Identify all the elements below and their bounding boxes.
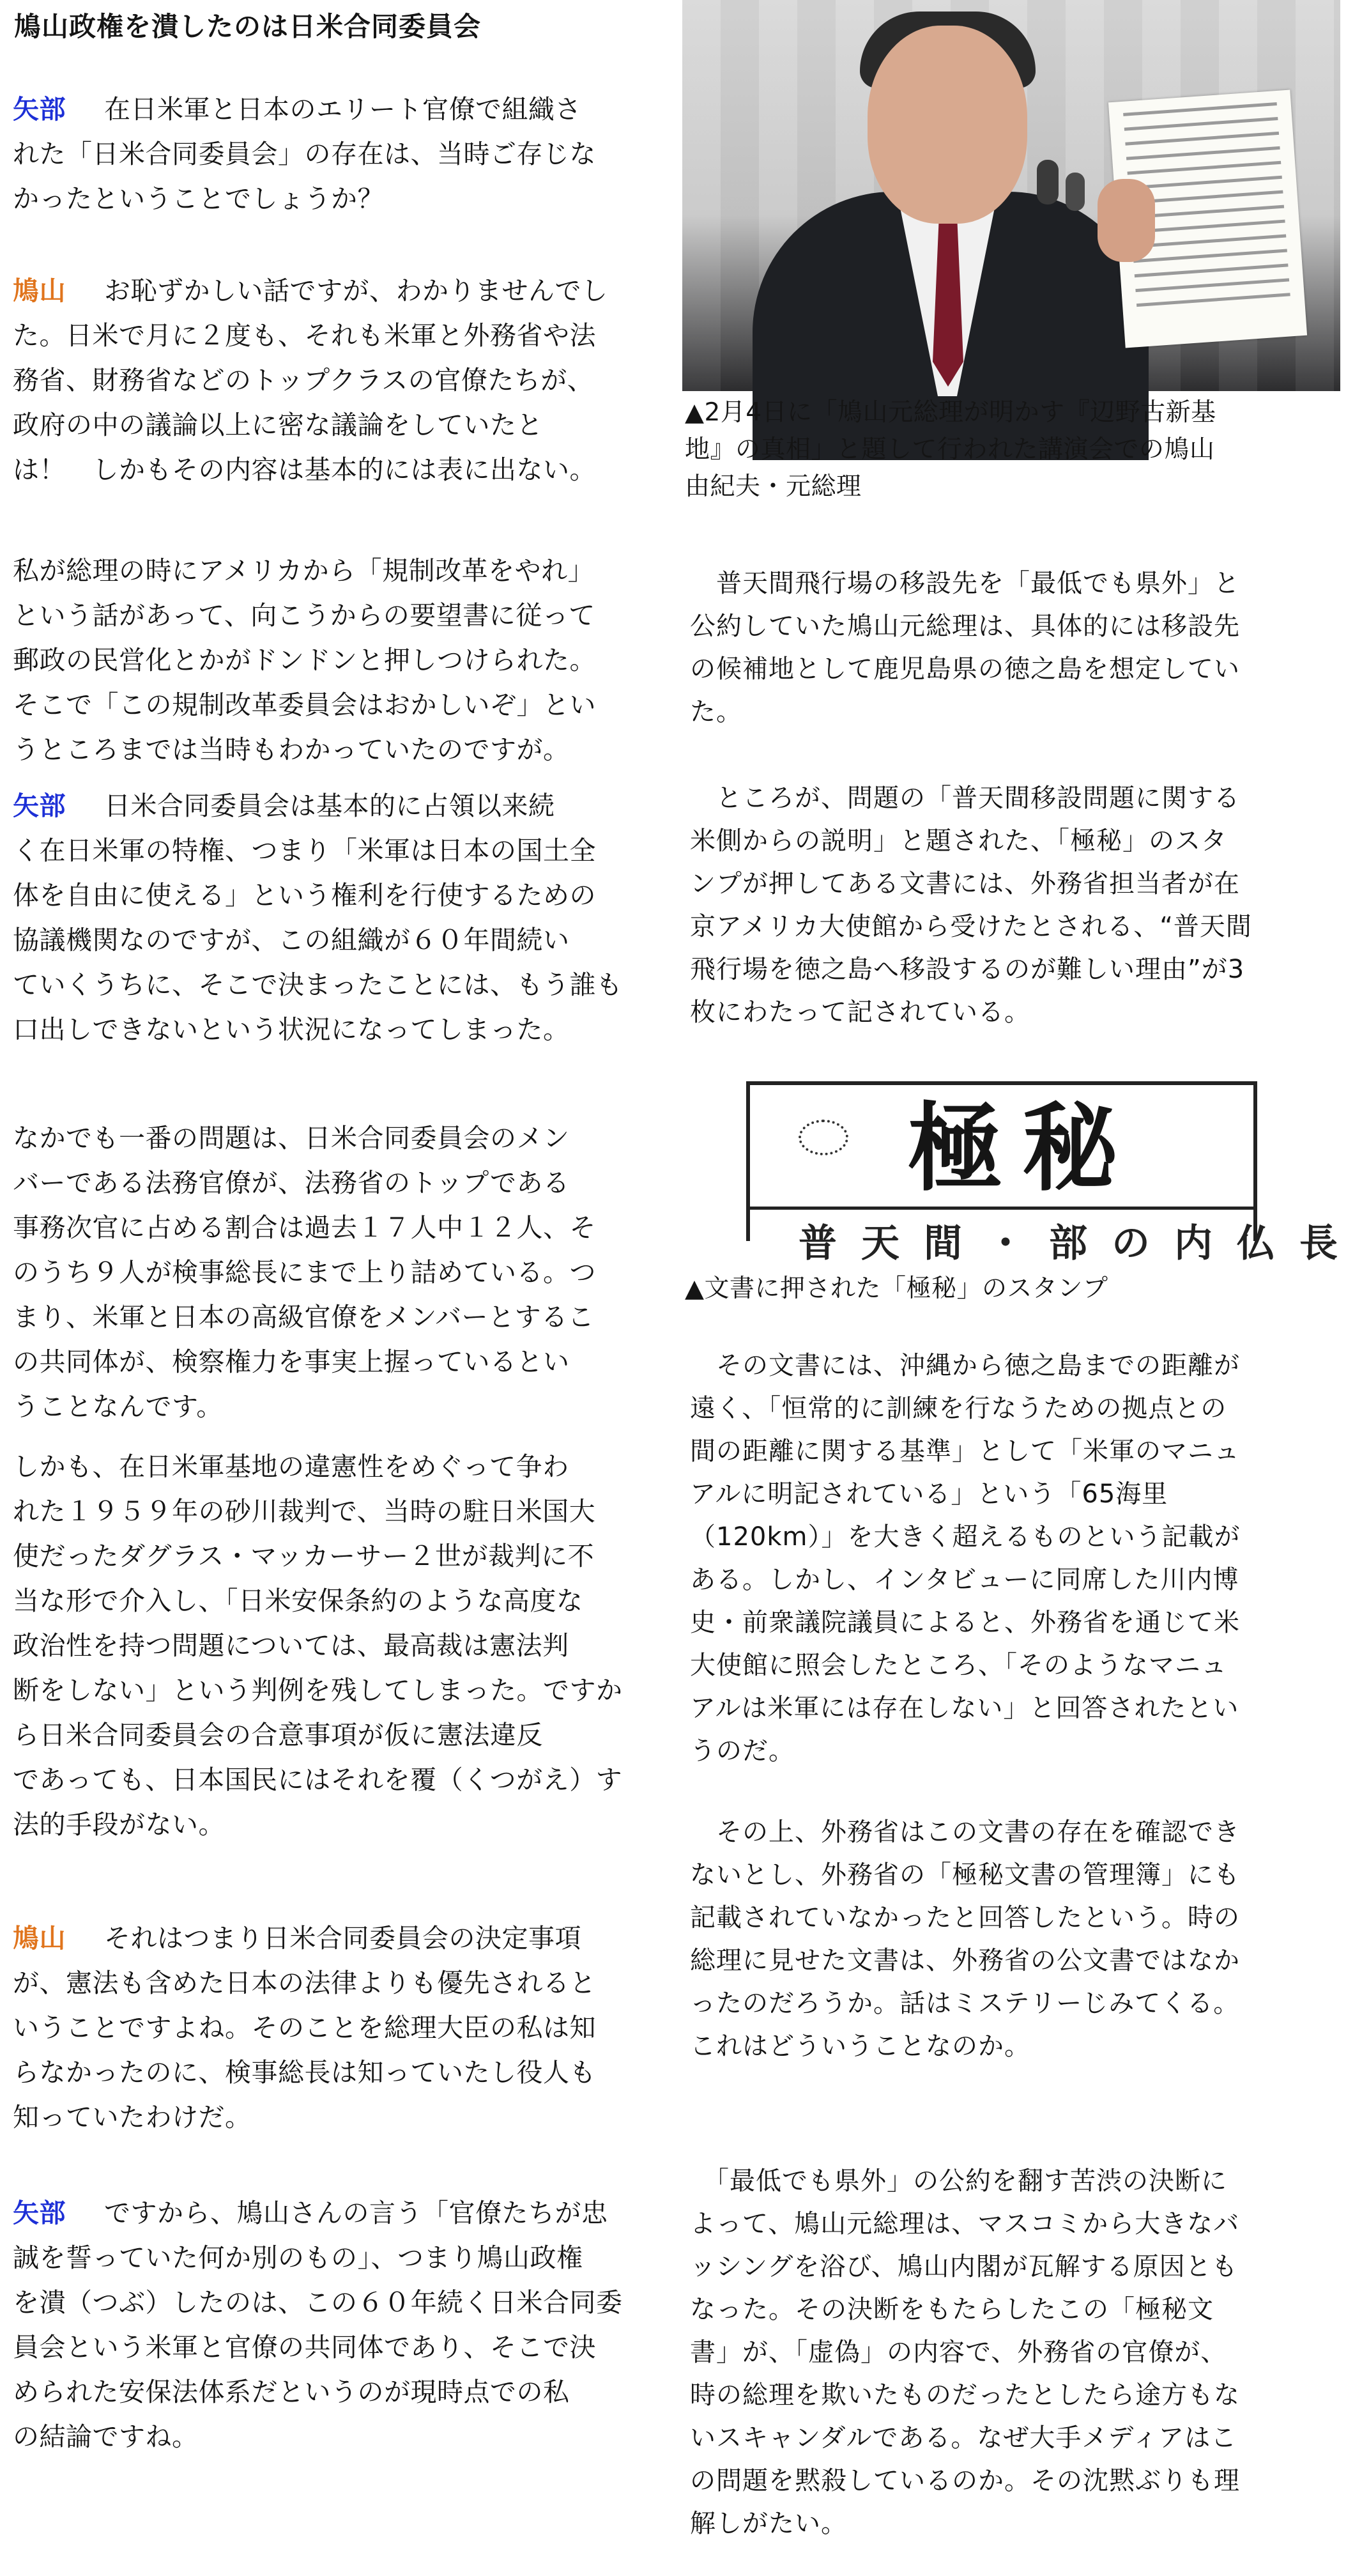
photo-caption <box>685 394 1216 505</box>
paragraph-line: ある。しかし、インタビューに同席した川内博 <box>690 1565 1239 1594</box>
paragraph-line: 普天間飛行場の移設先を「最低でも県外」と <box>690 569 1240 598</box>
paragraph-line: 誠を誓っていた何か別のもの」、つまり鳩山政権 <box>13 2242 583 2273</box>
speaker-name: 矢部 <box>13 94 66 125</box>
paragraph-line: た。日米で月に２度も、それも米軍と外務省や法 <box>13 320 596 351</box>
left-paragraph <box>13 548 658 772</box>
paragraph-line: かったということでしょうか？ <box>13 183 384 214</box>
paragraph-line: ッシングを浴び、鳩山内閣が瓦解する原因とも <box>690 2252 1238 2281</box>
paragraph-line: なかでも一番の問題は、日米合同委員会のメン <box>13 1123 570 1153</box>
paragraph-line: その上、外務省はこの文書の存在を確認でき <box>690 1817 1240 1847</box>
right-paragraph <box>690 1345 1342 1773</box>
paragraph-line: は！ しかもその内容は基本的には表に出ない。 <box>13 454 596 485</box>
caption-line: 由紀夫・元総理 <box>685 472 862 501</box>
paragraph-line: 郵政の民営化とかがドンドンと押しつけられた。 <box>13 645 596 675</box>
paragraph-line: 矢部 在日米軍と日本のエリート官僚で組織さ <box>13 94 581 125</box>
paragraph-line: 鳩山 それはつまり日米合同委員会の決定事項 <box>13 1923 581 1954</box>
paragraph-line: ったのだろうか。話はミステリーじみてくる。 <box>690 1989 1240 2018</box>
paragraph-line: ところが、問題の「普天間移設問題に関する <box>690 783 1240 813</box>
paragraph-line: その文書には、沖縄から徳之島までの距離が <box>690 1351 1240 1380</box>
paragraph-line: そこで「この規制改革委員会はおかしいぞ」とい <box>13 690 596 720</box>
speaker-name: 鳩山 <box>13 275 66 306</box>
paragraph-line: まり、米軍と日本の高級官僚をメンバーとするこ <box>13 1302 595 1332</box>
article-title: 鳩山政権を潰したのは日米合同委員会 <box>14 11 482 42</box>
seal-icon <box>799 1120 848 1155</box>
speaker-name: 矢部 <box>13 791 66 821</box>
left-paragraph <box>13 87 658 221</box>
paragraph-line: のうち９人が検事総長にまで上り詰めている。つ <box>13 1257 596 1288</box>
paragraph-line: く在日米軍の特権、つまり「米軍は日本の国土全 <box>13 835 596 866</box>
left-paragraph <box>13 1916 658 2140</box>
paragraph-line: しかも、在日米軍基地の違憲性をめぐって争わ <box>13 1451 569 1482</box>
paragraph-line: れた「日米合同委員会」の存在は、当時ご存じな <box>13 139 596 169</box>
paragraph-line: 記載されていなかったと回答したという。時の <box>690 1903 1240 1932</box>
speaker-name: 矢部 <box>13 2198 66 2228</box>
speaker-photo <box>682 0 1340 391</box>
paragraph-line: 協議機関なのですが、この組織が６０年間続い <box>13 925 570 955</box>
paragraph-line: 鳩山 お恥ずかしい話ですが、わかりませんでし <box>13 275 608 306</box>
paragraph-line: の問題を黙殺しているのか。その沈黙ぶりも理 <box>690 2466 1240 2495</box>
paragraph-line: という話があって、向こうからの要望書に従って <box>13 600 595 631</box>
paragraph-line: 使だったダグラス・マッカーサー２世が裁判に不 <box>13 1541 595 1571</box>
paragraph-line: の候補地として鹿児島県の徳之島を想定してい <box>690 654 1240 684</box>
paragraph-line: （120km）」を大きく超えるものという記載が <box>690 1522 1241 1552</box>
paragraph-line: うところまでは当時もわかっていたのですが。 <box>13 734 570 765</box>
paragraph-line: 遠く、「恒常的に訓練を行なうための拠点との <box>690 1394 1227 1423</box>
paragraph-line: 員会という米軍と官僚の共同体であり、そこで決 <box>13 2332 596 2363</box>
paragraph-line: ンプが押してある文書には、外務省担当者が在 <box>690 869 1240 899</box>
paragraph-line: 公約していた鳩山元総理は、具体的には移設先 <box>690 612 1240 641</box>
paragraph-line: バーである法務官僚が、法務省のトップである <box>13 1168 570 1198</box>
paragraph-line: 間の距離に関する基準」として「米軍のマニュ <box>690 1437 1240 1466</box>
paragraph-line: なった。その決断をもたらしたこの「極秘文 <box>690 2295 1214 2324</box>
paragraph-line: 口出しできないという状況になってしまった。 <box>13 1014 570 1045</box>
left-paragraph <box>13 1116 658 1429</box>
caption-line: ▲2月4日に「鳩山元総理が明かす『辺野古新基 <box>685 398 1216 427</box>
paragraph-line: た。 <box>690 697 742 727</box>
paragraph-line: れた１９５９年の砂川裁判で、当時の駐日米国大 <box>13 1496 596 1527</box>
paragraph-line: ないとし、外務省の「極秘文書の管理簿」にも <box>690 1860 1240 1890</box>
stamp-small-text: 普天間・部の内仏長 <box>799 1221 1362 1266</box>
left-paragraph <box>13 268 658 492</box>
paragraph-line: 飛行場を徳之島へ移設するのが難しい理由”が3 <box>690 955 1245 984</box>
right-paragraph <box>690 562 1342 734</box>
paragraph-line: 大使館に照会したところ、「そのようなマニュ <box>690 1651 1227 1680</box>
paragraph-line: 枚にわたって記されている。 <box>690 998 1030 1027</box>
paragraph-line: 米側からの説明」と題された、「極秘」のスタ <box>690 826 1227 856</box>
paragraph-line: 時の総理を欺いたものだったとしたら途方もな <box>690 2380 1240 2410</box>
paragraph-line: の結論ですね。 <box>13 2421 199 2452</box>
paragraph-line: 政治性を持つ問題については、最高裁は憲法判 <box>13 1630 569 1661</box>
paragraph-line: められた安保法体系だというのが現時点での私 <box>13 2377 570 2407</box>
paragraph-line: うのだ。 <box>690 1736 795 1766</box>
paragraph-line: 解しがたい。 <box>690 2509 847 2538</box>
caption-line: 地』の真相」と題して行われた講演会での鳩山 <box>685 435 1215 464</box>
paragraph-line: 政府の中の議論以上に密な議論をしていたと <box>13 410 543 440</box>
secret-stamp-image <box>728 1081 1362 1266</box>
stamp-big-text: 極秘 <box>907 1092 1138 1205</box>
paragraph-line: 京アメリカ大使館から受けたとされる、“普天間 <box>690 912 1252 941</box>
paragraph-line: 務省、財務省などのトップクラスの官僚たちが、 <box>13 365 594 396</box>
left-paragraph <box>13 2191 658 2459</box>
paragraph-line: 当な形で介入し、「日米安保条約のような高度な <box>13 1585 583 1616</box>
paragraph-line: であっても、日本国民にはそれを覆（くつがえ）す <box>13 1764 623 1795</box>
microphone-icon <box>1037 160 1059 204</box>
paragraph-line: 断をしない」という判例を残してしまった。ですか <box>13 1675 623 1706</box>
paragraph-line: 私が総理の時にアメリカから「規制改革をやれ」 <box>13 555 595 586</box>
right-paragraph <box>690 777 1342 1034</box>
paragraph-line: アルは米軍には存在しない」と回答されたとい <box>690 1693 1239 1723</box>
left-paragraph <box>13 1444 658 1847</box>
paragraph-line: らなかったのに、検事総長は知っていたし役人も <box>13 2057 596 2088</box>
paragraph-line: が、憲法も含めた日本の法律よりも優先されると <box>13 1968 596 1998</box>
paragraph-line: 矢部 日米合同委員会は基本的に占領以来続 <box>13 791 555 821</box>
paragraph-line: 「最低でも県外」の公約を翻す苦渋の決断に <box>690 2166 1227 2196</box>
paragraph-line: 法的手段がない。 <box>13 1809 225 1840</box>
paragraph-line: 総理に見せた文書は、外務省の公文書ではなか <box>690 1946 1240 1975</box>
right-paragraph <box>690 1811 1342 2068</box>
paragraph-line: アルに明記されている」という「65海里 <box>690 1479 1168 1509</box>
paragraph-line: ていくうちに、そこで決まったことには、もう誰も <box>13 969 623 1000</box>
paragraph-line: 体を自由に使える」という権利を行使するための <box>13 880 596 911</box>
paragraph-line: うことなんです。 <box>13 1391 223 1422</box>
paragraph-line: 知っていたわけだ。 <box>13 2102 252 2133</box>
paragraph-line: の共同体が、検察権力を事実上握っているとい <box>13 1346 570 1377</box>
paragraph-line: これはどういうことなのか。 <box>690 2032 1030 2061</box>
left-paragraph <box>13 783 658 1052</box>
paragraph-line: いうことですよね。そのことを総理大臣の私は知 <box>13 2012 596 2043</box>
stamp-caption: ▲文書に押された「極秘」のスタンプ <box>685 1274 1108 1303</box>
paragraph-line: 矢部 ですから、鳩山さんの言う「官僚たちが忠 <box>13 2198 608 2228</box>
paragraph-line: 史・前衆議院議員によると、外務省を通じて米 <box>690 1608 1240 1637</box>
paragraph-line: 事務次官に占める割合は過去１７人中１２人、そ <box>13 1212 596 1243</box>
speaker-name: 鳩山 <box>13 1923 66 1954</box>
paragraph-line: いスキャンダルである。なぜ大手メディアはこ <box>690 2423 1237 2453</box>
paragraph-line: 書」が、「虚偽」の内容で、外務省の官僚が、 <box>690 2338 1227 2367</box>
right-paragraph <box>690 2160 1342 2545</box>
paragraph-line: よって、鳩山元総理は、マスコミから大きなバ <box>690 2209 1240 2239</box>
paragraph-line: ら日米合同委員会の合意事項が仮に憲法違反 <box>13 1720 543 1750</box>
paragraph-line: を潰（つぶ）したのは、この６０年続く日米合同委 <box>13 2287 623 2318</box>
